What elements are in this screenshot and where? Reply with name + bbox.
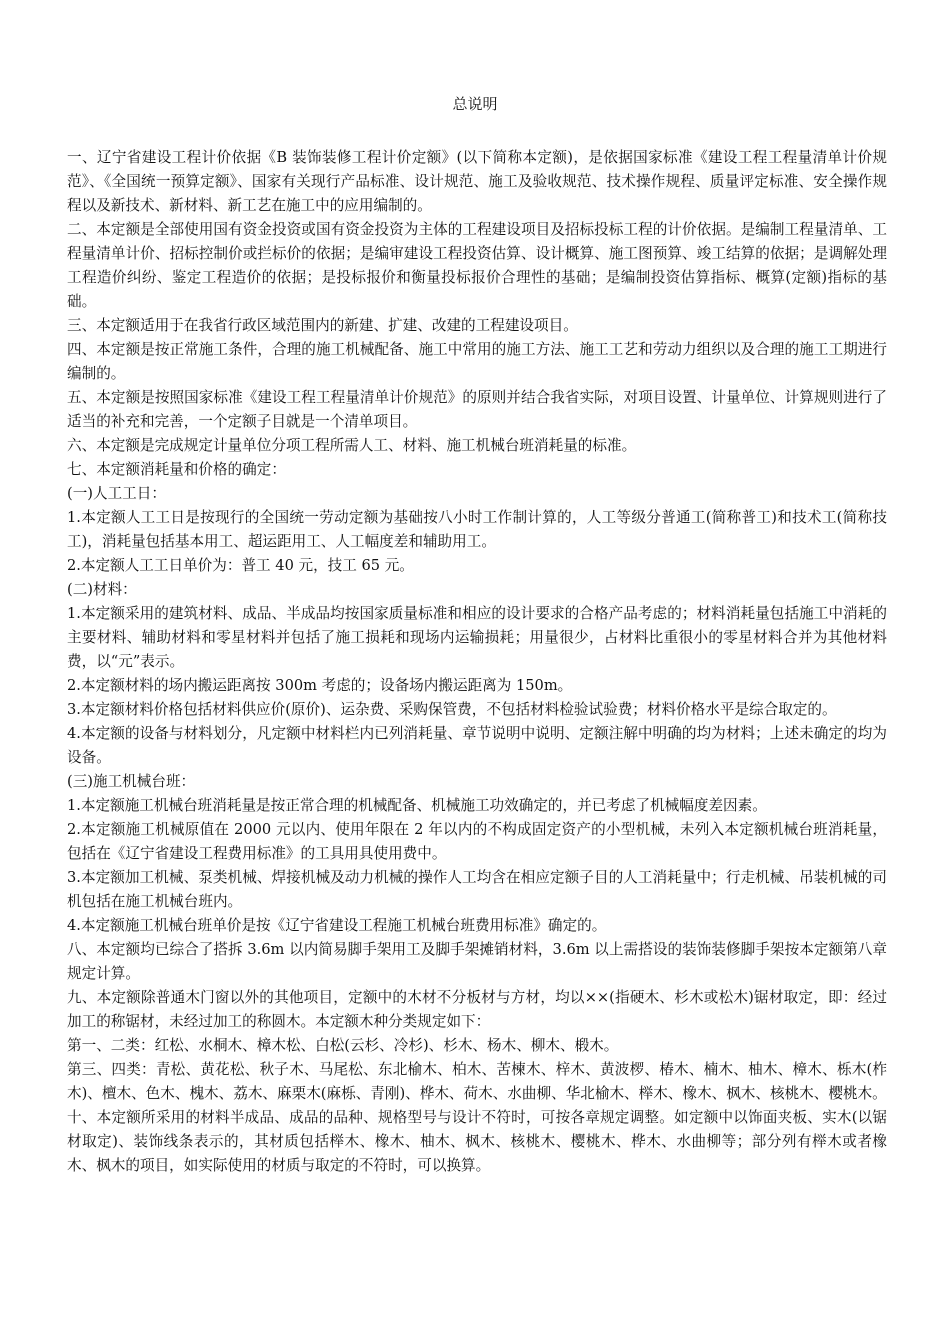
section-heading-7: 七、本定额消耗量和价格的确定： xyxy=(67,461,286,478)
materials-item-3: 3.本定额材料价格包括材料供应价(原价)、运杂费、采购保管费，不包括材料检验试验费；材料价格水平是综合取定的。 xyxy=(67,701,837,718)
machinery-item-2: 2.本定额施工机械原值在 2000 元以内、使用年限在 2 年以内的不构成固定资产的小型机械，未列入本定额机械台班消耗量，包括在《辽宁省建设工程费用标准》的工具用具使用费中。 xyxy=(67,821,887,862)
materials-item-4: 4.本定额的设备与材料划分，凡定额中材料栏内已列消耗量、章节说明中说明、定额注解中明确的均为材料；上述未确定的均为设备。 xyxy=(67,725,887,766)
paragraph-1: 一、辽宁省建设工程计价依据《B 装饰装修工程计价定额》(以下简称本定额)，是依据国家标准《建设工程工程量清单计价规范》、《全国统一预算定额》、国家有关现行产品标准、设计规范、施工及验收规范、技术操作规程、质量评定标准、安全操作规程以及新技术、新材料、新工艺在施工中的应用编制的。 xyxy=(67,149,887,214)
paragraph-8: 八、本定额均已综合了搭拆 3.6m 以内简易脚手架用工及脚手架摊销材料，3.6m 以上需搭设的装饰装修脚手架按本定额第八章规定计算。 xyxy=(67,941,887,982)
wood-class-1-2: 第一、二类：红松、水桐木、樟木松、白松(云杉、冷杉)、杉木、杨木、柳木、椴木。 xyxy=(67,1037,619,1054)
materials-item-1: 1.本定额采用的建筑材料、成品、半成品均按国家质量标准和相应的设计要求的合格产品考虑的；材料消耗量包括施工中消耗的主要材料、辅助材料和零星材料并包括了施工损耗和现场内运输损耗；用量很少，占材料比重很小的零星材料合并为其他材料费，以“元”表示。 xyxy=(67,605,887,670)
paragraph-5: 五、本定额是按照国家标准《建设工程工程量清单计价规范》的原则并结合我省实际，对项目设置、计量单位、计算规则进行了适当的补充和完善，一个定额子目就是一个清单项目。 xyxy=(67,389,887,430)
paragraph-9: 九、本定额除普通木门窗以外的其他项目，定额中的木材不分板材与方材，均以××(指硬木、杉木或松木)锯材取定，即：经过加工的称锯材，未经过加工的称圆木。本定额木种分类规定如下： xyxy=(67,989,887,1030)
page-title: 总说明 xyxy=(452,95,498,113)
labor-item-2: 2.本定额人工工日单价为：普工 40 元，技工 65 元。 xyxy=(67,557,414,574)
machinery-item-4: 4.本定额施工机械台班单价是按《辽宁省建设工程施工机械台班费用标准》确定的。 xyxy=(67,917,607,934)
paragraph-2: 二、本定额是全部使用国有资金投资或国有资金投资为主体的工程建设项目及招标投标工程的计价依据。是编制工程量清单、工程量清单计价、招标控制价或拦标价的依据；是编审建设工程投资估算、设计概算、施工图预算、竣工结算的依据；是调解处理工程造价纠纷、鉴定工程造价的依据；是投标报价和衡量投标报价合理性的基础；是编制投资估算指标、概算(定额)指标的基础。 xyxy=(67,221,887,310)
machinery-item-1: 1.本定额施工机械台班消耗量是按正常合理的机械配备、机械施工功效确定的，并已考虑了机械幅度差因素。 xyxy=(67,797,767,814)
paragraph-6: 六、本定额是完成规定计量单位分项工程所需人工、材料、施工机械台班消耗量的标准。 xyxy=(67,437,637,454)
paragraph-4: 四、本定额是按正常施工条件，合理的施工机械配备、施工中常用的施工方法、施工工艺和劳动力组织以及合理的施工工期进行编制的。 xyxy=(67,341,887,382)
materials-item-2: 2.本定额材料的场内搬运距离按 300m 考虑的；设备场内搬运距离为 150m。 xyxy=(67,677,573,694)
document-body xyxy=(67,146,887,1178)
subheading-machinery: (三)施工机械台班： xyxy=(67,773,196,790)
machinery-item-3: 3.本定额加工机械、泵类机械、焊接机械及动力机械的操作人工均含在相应定额子目的人工消耗量中；行走机械、吊装机械的司机包括在施工机械台班内。 xyxy=(67,869,887,910)
paragraph-3: 三、本定额适用于在我省行政区域范围内的新建、扩建、改建的工程建设项目。 xyxy=(67,317,578,334)
subheading-materials: (二)材料： xyxy=(67,581,137,598)
paragraph-10: 十、本定额所采用的材料半成品、成品的品种、规格型号与设计不符时，可按各章规定调整。如定额中以饰面夹板、实木(以锯材取定)、装饰线条表示的，其材质包括榉木、橡木、柚木、枫木、核桃木、樱桃木、桦木、水曲柳等；部分列有榉木或者橡木、枫木的项目，如实际使用的材质与取定的不符时，可以换算。 xyxy=(67,1109,887,1174)
wood-class-3-4: 第三、四类：青松、黄花松、秋子木、马尾松、东北榆木、柏木、苦楝木、梓木、黄波椤、椿木、楠木、柚木、樟木、栎木(柞木)、檀木、色木、槐木、荔木、麻栗木(麻栎、青刚)、桦木、荷木、水曲柳、华北榆木、榉木、橡木、枫木、核桃木、樱桃木。 xyxy=(67,1061,887,1102)
labor-item-1: 1.本定额人工工日是按现行的全国统一劳动定额为基础按八小时工作制计算的，人工等级分普通工(简称普工)和技术工(简称技工)，消耗量包括基本用工、超运距用工、人工幅度差和辅助用工。 xyxy=(67,509,887,550)
subheading-labor: (一)人工工日： xyxy=(67,485,166,502)
